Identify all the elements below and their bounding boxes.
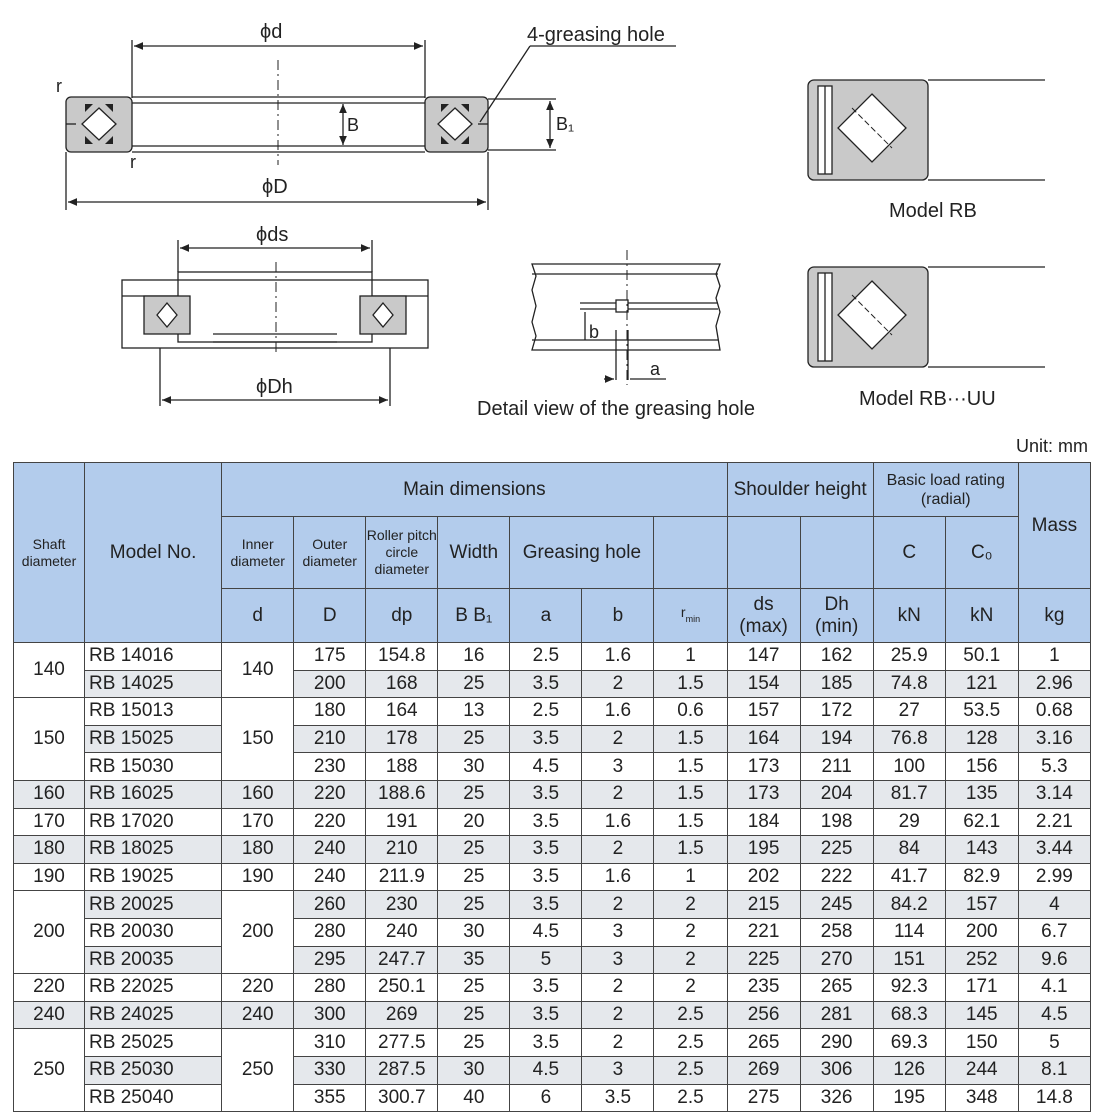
cell-c: 92.3 bbox=[873, 974, 945, 1002]
cell-d: 240 bbox=[222, 1001, 294, 1029]
cell-b: 3 bbox=[582, 918, 654, 946]
cell-ds: 154 bbox=[727, 670, 800, 698]
cell-ds: 269 bbox=[727, 1056, 800, 1084]
cell-mass: 1 bbox=[1018, 643, 1090, 671]
cell-c0: 200 bbox=[945, 918, 1018, 946]
cell-dh: 281 bbox=[800, 1001, 873, 1029]
cell-dh: 198 bbox=[800, 808, 873, 836]
label-r-top: r bbox=[56, 76, 62, 96]
cell-rmin: 1.5 bbox=[654, 753, 727, 781]
cell-b: 3.5 bbox=[582, 1084, 654, 1112]
cell-D: 230 bbox=[294, 753, 366, 781]
cell-model: RB 18025 bbox=[85, 836, 222, 864]
cell-b: 2 bbox=[582, 1029, 654, 1057]
cell-rmin: 1.5 bbox=[654, 780, 727, 808]
cell-D: 300 bbox=[294, 1001, 366, 1029]
cell-model: RB 16025 bbox=[85, 780, 222, 808]
cell-c0: 82.9 bbox=[945, 863, 1018, 891]
cell-d: 140 bbox=[222, 643, 294, 698]
cell-a: 3.5 bbox=[510, 1029, 582, 1057]
cell-D: 210 bbox=[294, 725, 366, 753]
cell-model: RB 14025 bbox=[85, 670, 222, 698]
cell-b: 1.6 bbox=[582, 698, 654, 726]
cell-B: 25 bbox=[438, 780, 510, 808]
header-sym-d: d bbox=[222, 589, 294, 643]
cell-rmin: 1.5 bbox=[654, 808, 727, 836]
label-b: b bbox=[589, 322, 600, 342]
cell-a: 3.5 bbox=[510, 808, 582, 836]
table-row bbox=[14, 891, 1091, 919]
cell-dh: 245 bbox=[800, 891, 873, 919]
cell-B: 25 bbox=[438, 836, 510, 864]
cell-c0: 244 bbox=[945, 1056, 1018, 1084]
cell-mass: 4.1 bbox=[1018, 974, 1090, 1002]
cell-dp: 240 bbox=[366, 918, 438, 946]
header-main-dimensions: Main dimensions bbox=[222, 463, 727, 517]
cell-a: 3.5 bbox=[510, 891, 582, 919]
model-rb-drawing bbox=[808, 80, 1045, 180]
cell-b: 2 bbox=[582, 670, 654, 698]
cell-b: 2 bbox=[582, 725, 654, 753]
cell-d: 160 bbox=[222, 780, 294, 808]
cell-model: RB 15025 bbox=[85, 725, 222, 753]
cell-shaft: 220 bbox=[14, 974, 85, 1002]
cell-model: RB 19025 bbox=[85, 863, 222, 891]
cell-ds: 235 bbox=[727, 974, 800, 1002]
cell-ds: 275 bbox=[727, 1084, 800, 1112]
cell-dp: 168 bbox=[366, 670, 438, 698]
label-B1: B₁ bbox=[556, 114, 575, 134]
label-phi-Dh: ϕDh bbox=[256, 376, 293, 398]
cell-B: 30 bbox=[438, 753, 510, 781]
cell-B: 25 bbox=[438, 1001, 510, 1029]
header-greasing-hole: Greasing hole bbox=[510, 517, 654, 589]
cell-a: 2.5 bbox=[510, 698, 582, 726]
cell-model: RB 22025 bbox=[85, 974, 222, 1002]
table-row bbox=[14, 1056, 1091, 1084]
cell-shaft: 150 bbox=[14, 698, 85, 781]
cell-a: 4.5 bbox=[510, 918, 582, 946]
cell-shaft: 240 bbox=[14, 1001, 85, 1029]
cell-D: 355 bbox=[294, 1084, 366, 1112]
cell-model: RB 20035 bbox=[85, 946, 222, 974]
cell-ds: 221 bbox=[727, 918, 800, 946]
cell-D: 200 bbox=[294, 670, 366, 698]
table-row bbox=[14, 725, 1091, 753]
cell-B: 25 bbox=[438, 863, 510, 891]
table-row bbox=[14, 946, 1091, 974]
cell-c: 68.3 bbox=[873, 1001, 945, 1029]
header-sym-dp: dp bbox=[366, 589, 438, 643]
cell-c0: 150 bbox=[945, 1029, 1018, 1057]
cell-d: 220 bbox=[222, 974, 294, 1002]
caption-model-rbuu: Model RB···UU bbox=[859, 388, 996, 410]
cell-rmin: 0.6 bbox=[654, 698, 727, 726]
cell-dp: 287.5 bbox=[366, 1056, 438, 1084]
label-a: a bbox=[650, 359, 661, 379]
cell-dh: 162 bbox=[800, 643, 873, 671]
unit-label: Unit: mm bbox=[1016, 436, 1088, 456]
cell-dp: 300.7 bbox=[366, 1084, 438, 1112]
cell-model: RB 17020 bbox=[85, 808, 222, 836]
cell-c0: 252 bbox=[945, 946, 1018, 974]
cell-dp: 277.5 bbox=[366, 1029, 438, 1057]
cell-B: 30 bbox=[438, 918, 510, 946]
cell-mass: 9.6 bbox=[1018, 946, 1090, 974]
header-c0: C₀ bbox=[945, 517, 1018, 589]
label-phi-d: ϕd bbox=[260, 21, 283, 43]
cell-dp: 230 bbox=[366, 891, 438, 919]
cell-dh: 211 bbox=[800, 753, 873, 781]
header-sym-r: r bbox=[680, 604, 686, 621]
cell-model: RB 14016 bbox=[85, 643, 222, 671]
cell-c0: 145 bbox=[945, 1001, 1018, 1029]
cell-ds: 173 bbox=[727, 780, 800, 808]
cell-a: 3.5 bbox=[510, 863, 582, 891]
cell-D: 310 bbox=[294, 1029, 366, 1057]
cell-a: 3.5 bbox=[510, 670, 582, 698]
cell-rmin: 1 bbox=[654, 863, 727, 891]
table-row bbox=[14, 1001, 1091, 1029]
bearing-drawings bbox=[0, 0, 1100, 440]
cell-model: RB 25025 bbox=[85, 1029, 222, 1057]
greasing-hole-detail bbox=[532, 250, 720, 385]
header-roller-pitch: Roller pitch circle diameter bbox=[366, 517, 438, 589]
cell-b: 2 bbox=[582, 836, 654, 864]
main-cross-section bbox=[66, 40, 676, 210]
table-row bbox=[14, 698, 1091, 726]
header-sym-r-sub: min bbox=[685, 613, 701, 624]
label-phi-D: ϕD bbox=[262, 176, 288, 198]
cell-dp: 188.6 bbox=[366, 780, 438, 808]
cell-a: 6 bbox=[510, 1084, 582, 1112]
cell-a: 5 bbox=[510, 946, 582, 974]
cell-c0: 143 bbox=[945, 836, 1018, 864]
header-sym-rmin bbox=[654, 589, 727, 643]
cell-D: 295 bbox=[294, 946, 366, 974]
cell-b: 3 bbox=[582, 753, 654, 781]
cell-ds: 225 bbox=[727, 946, 800, 974]
caption-greasing-detail: Detail view of the greasing hole bbox=[477, 398, 755, 420]
cell-shaft: 200 bbox=[14, 891, 85, 974]
header-model-no: Model No. bbox=[85, 463, 222, 643]
cell-d: 170 bbox=[222, 808, 294, 836]
header-dh-blank bbox=[800, 517, 873, 589]
cell-B: 25 bbox=[438, 670, 510, 698]
cell-mass: 2.21 bbox=[1018, 808, 1090, 836]
table-row bbox=[14, 1029, 1091, 1057]
cell-b: 3 bbox=[582, 1056, 654, 1084]
cell-shaft: 170 bbox=[14, 808, 85, 836]
cell-rmin: 1.5 bbox=[654, 836, 727, 864]
cell-d: 250 bbox=[222, 1029, 294, 1112]
cell-rmin: 1 bbox=[654, 643, 727, 671]
cell-D: 180 bbox=[294, 698, 366, 726]
cell-c: 195 bbox=[873, 1084, 945, 1112]
cell-a: 3.5 bbox=[510, 725, 582, 753]
cell-D: 280 bbox=[294, 918, 366, 946]
cell-c0: 171 bbox=[945, 974, 1018, 1002]
cell-dp: 178 bbox=[366, 725, 438, 753]
cell-c: 114 bbox=[873, 918, 945, 946]
cell-a: 4.5 bbox=[510, 753, 582, 781]
cell-c0: 62.1 bbox=[945, 808, 1018, 836]
cell-rmin: 2 bbox=[654, 891, 727, 919]
cell-ds: 265 bbox=[727, 1029, 800, 1057]
cell-dp: 188 bbox=[366, 753, 438, 781]
cell-c: 126 bbox=[873, 1056, 945, 1084]
cell-c0: 348 bbox=[945, 1084, 1018, 1112]
cell-model: RB 24025 bbox=[85, 1001, 222, 1029]
cell-b: 3 bbox=[582, 946, 654, 974]
cell-c: 27 bbox=[873, 698, 945, 726]
table-row bbox=[14, 918, 1091, 946]
cell-dh: 185 bbox=[800, 670, 873, 698]
cell-D: 260 bbox=[294, 891, 366, 919]
header-sym-b: b bbox=[582, 589, 654, 643]
header-unit-kn-c: kN bbox=[873, 589, 945, 643]
cell-c: 84 bbox=[873, 836, 945, 864]
cell-d: 200 bbox=[222, 891, 294, 974]
cell-ds: 215 bbox=[727, 891, 800, 919]
header-inner-diameter: Inner diameter bbox=[222, 517, 294, 589]
cell-B: 20 bbox=[438, 808, 510, 836]
cell-a: 3.5 bbox=[510, 1001, 582, 1029]
cell-ds: 164 bbox=[727, 725, 800, 753]
table-row bbox=[14, 863, 1091, 891]
cell-dh: 204 bbox=[800, 780, 873, 808]
cell-dp: 211.9 bbox=[366, 863, 438, 891]
cell-model: RB 25030 bbox=[85, 1056, 222, 1084]
header-sym-a: a bbox=[510, 589, 582, 643]
cell-shaft: 140 bbox=[14, 643, 85, 698]
header-mass: Mass bbox=[1018, 463, 1090, 589]
cell-c: 69.3 bbox=[873, 1029, 945, 1057]
table-row bbox=[14, 1084, 1091, 1112]
cell-dh: 306 bbox=[800, 1056, 873, 1084]
table-row bbox=[14, 643, 1091, 671]
cell-rmin: 2.5 bbox=[654, 1084, 727, 1112]
cell-D: 240 bbox=[294, 863, 366, 891]
cell-mass: 5.3 bbox=[1018, 753, 1090, 781]
cell-c0: 50.1 bbox=[945, 643, 1018, 671]
cell-ds: 157 bbox=[727, 698, 800, 726]
cell-shaft: 180 bbox=[14, 836, 85, 864]
table-row bbox=[14, 670, 1091, 698]
cell-dp: 210 bbox=[366, 836, 438, 864]
cell-rmin: 2 bbox=[654, 946, 727, 974]
cell-shaft: 160 bbox=[14, 780, 85, 808]
cell-B: 25 bbox=[438, 974, 510, 1002]
cell-dh: 172 bbox=[800, 698, 873, 726]
header-unit-kn-c0: kN bbox=[945, 589, 1018, 643]
cell-model: RB 15030 bbox=[85, 753, 222, 781]
cell-c: 84.2 bbox=[873, 891, 945, 919]
cell-c: 76.8 bbox=[873, 725, 945, 753]
cell-b: 2 bbox=[582, 1001, 654, 1029]
cell-b: 1.6 bbox=[582, 643, 654, 671]
cell-c: 74.8 bbox=[873, 670, 945, 698]
cell-D: 175 bbox=[294, 643, 366, 671]
cell-B: 25 bbox=[438, 1029, 510, 1057]
cell-dh: 222 bbox=[800, 863, 873, 891]
cell-model: RB 20030 bbox=[85, 918, 222, 946]
cell-dp: 191 bbox=[366, 808, 438, 836]
cell-rmin: 2 bbox=[654, 918, 727, 946]
cell-B: 25 bbox=[438, 725, 510, 753]
header-sym-ds: ds (max) bbox=[727, 589, 800, 643]
cell-B: 13 bbox=[438, 698, 510, 726]
cell-rmin: 1.5 bbox=[654, 670, 727, 698]
cell-c: 81.7 bbox=[873, 780, 945, 808]
cell-mass: 0.68 bbox=[1018, 698, 1090, 726]
cell-mass: 8.1 bbox=[1018, 1056, 1090, 1084]
cell-ds: 173 bbox=[727, 753, 800, 781]
cell-dh: 194 bbox=[800, 725, 873, 753]
cell-dp: 250.1 bbox=[366, 974, 438, 1002]
cell-mass: 4 bbox=[1018, 891, 1090, 919]
cell-dh: 290 bbox=[800, 1029, 873, 1057]
cell-D: 220 bbox=[294, 780, 366, 808]
cell-mass: 14.8 bbox=[1018, 1084, 1090, 1112]
cell-c: 41.7 bbox=[873, 863, 945, 891]
label-r-bottom: r bbox=[130, 152, 136, 172]
cell-dh: 270 bbox=[800, 946, 873, 974]
cell-dp: 247.7 bbox=[366, 946, 438, 974]
cell-dp: 164 bbox=[366, 698, 438, 726]
table-row bbox=[14, 808, 1091, 836]
header-ds-blank bbox=[727, 517, 800, 589]
cell-dh: 326 bbox=[800, 1084, 873, 1112]
cell-c: 100 bbox=[873, 753, 945, 781]
cell-mass: 5 bbox=[1018, 1029, 1090, 1057]
cell-c: 151 bbox=[873, 946, 945, 974]
cell-ds: 147 bbox=[727, 643, 800, 671]
cell-b: 2 bbox=[582, 780, 654, 808]
cell-B: 35 bbox=[438, 946, 510, 974]
cell-B: 16 bbox=[438, 643, 510, 671]
header-unit-kg: kg bbox=[1018, 589, 1090, 643]
cell-rmin: 1.5 bbox=[654, 725, 727, 753]
cell-a: 4.5 bbox=[510, 1056, 582, 1084]
cell-model: RB 20025 bbox=[85, 891, 222, 919]
cell-B: 30 bbox=[438, 1056, 510, 1084]
cell-B: 25 bbox=[438, 891, 510, 919]
cell-D: 280 bbox=[294, 974, 366, 1002]
cell-D: 240 bbox=[294, 836, 366, 864]
label-phi-ds: ϕds bbox=[256, 224, 289, 246]
cell-c0: 156 bbox=[945, 753, 1018, 781]
cell-ds: 202 bbox=[727, 863, 800, 891]
cell-c: 29 bbox=[873, 808, 945, 836]
cell-mass: 3.44 bbox=[1018, 836, 1090, 864]
cell-shaft: 250 bbox=[14, 1029, 85, 1112]
cell-model: RB 15013 bbox=[85, 698, 222, 726]
model-rbuu-drawing bbox=[808, 267, 1045, 367]
table-row bbox=[14, 753, 1091, 781]
cell-shaft: 190 bbox=[14, 863, 85, 891]
table-row bbox=[14, 780, 1091, 808]
cell-mass: 4.5 bbox=[1018, 1001, 1090, 1029]
header-shaft-diameter: Shaft diameter bbox=[14, 463, 85, 643]
cell-c0: 128 bbox=[945, 725, 1018, 753]
cell-rmin: 2.5 bbox=[654, 1056, 727, 1084]
cell-ds: 195 bbox=[727, 836, 800, 864]
cell-a: 3.5 bbox=[510, 974, 582, 1002]
cell-d: 190 bbox=[222, 863, 294, 891]
header-c: C bbox=[873, 517, 945, 589]
header-shoulder-height: Shoulder height bbox=[727, 463, 873, 517]
header-basic-load-rating: Basic load rating (radial) bbox=[873, 463, 1018, 517]
label-greasing-hole: 4-greasing hole bbox=[527, 24, 665, 46]
cell-c0: 135 bbox=[945, 780, 1018, 808]
cell-b: 2 bbox=[582, 974, 654, 1002]
cell-b: 1.6 bbox=[582, 863, 654, 891]
cell-b: 1.6 bbox=[582, 808, 654, 836]
caption-model-rb: Model RB bbox=[889, 200, 977, 222]
cell-a: 2.5 bbox=[510, 643, 582, 671]
cell-d: 180 bbox=[222, 836, 294, 864]
cell-mass: 2.99 bbox=[1018, 863, 1090, 891]
table-row bbox=[14, 836, 1091, 864]
cell-B: 40 bbox=[438, 1084, 510, 1112]
cell-dh: 225 bbox=[800, 836, 873, 864]
table-row bbox=[14, 974, 1091, 1002]
cell-ds: 184 bbox=[727, 808, 800, 836]
cell-a: 3.5 bbox=[510, 836, 582, 864]
cell-rmin: 2 bbox=[654, 974, 727, 1002]
cell-c0: 121 bbox=[945, 670, 1018, 698]
cell-dh: 258 bbox=[800, 918, 873, 946]
cell-rmin: 2.5 bbox=[654, 1001, 727, 1029]
cell-dp: 154.8 bbox=[366, 643, 438, 671]
cell-b: 2 bbox=[582, 891, 654, 919]
cell-mass: 2.96 bbox=[1018, 670, 1090, 698]
table-body bbox=[14, 643, 1091, 1112]
header-sym-D: D bbox=[294, 589, 366, 643]
header-width: Width bbox=[438, 517, 510, 589]
label-B: B bbox=[347, 115, 360, 135]
cell-ds: 256 bbox=[727, 1001, 800, 1029]
cell-dp: 269 bbox=[366, 1001, 438, 1029]
header-sym-dh: Dh (min) bbox=[800, 589, 873, 643]
cell-rmin: 2.5 bbox=[654, 1029, 727, 1057]
cell-c0: 157 bbox=[945, 891, 1018, 919]
cell-mass: 3.16 bbox=[1018, 725, 1090, 753]
cell-D: 330 bbox=[294, 1056, 366, 1084]
cell-mass: 3.14 bbox=[1018, 780, 1090, 808]
cell-D: 220 bbox=[294, 808, 366, 836]
specification-table bbox=[13, 462, 1091, 1112]
cell-c: 25.9 bbox=[873, 643, 945, 671]
header-rmin-blank bbox=[654, 517, 727, 589]
header-outer-diameter: Outer diameter bbox=[294, 517, 366, 589]
cell-c0: 53.5 bbox=[945, 698, 1018, 726]
header-sym-BB1: B B₁ bbox=[438, 589, 510, 643]
cell-dh: 265 bbox=[800, 974, 873, 1002]
cell-a: 3.5 bbox=[510, 780, 582, 808]
cell-mass: 6.7 bbox=[1018, 918, 1090, 946]
cell-model: RB 25040 bbox=[85, 1084, 222, 1112]
cell-d: 150 bbox=[222, 698, 294, 781]
